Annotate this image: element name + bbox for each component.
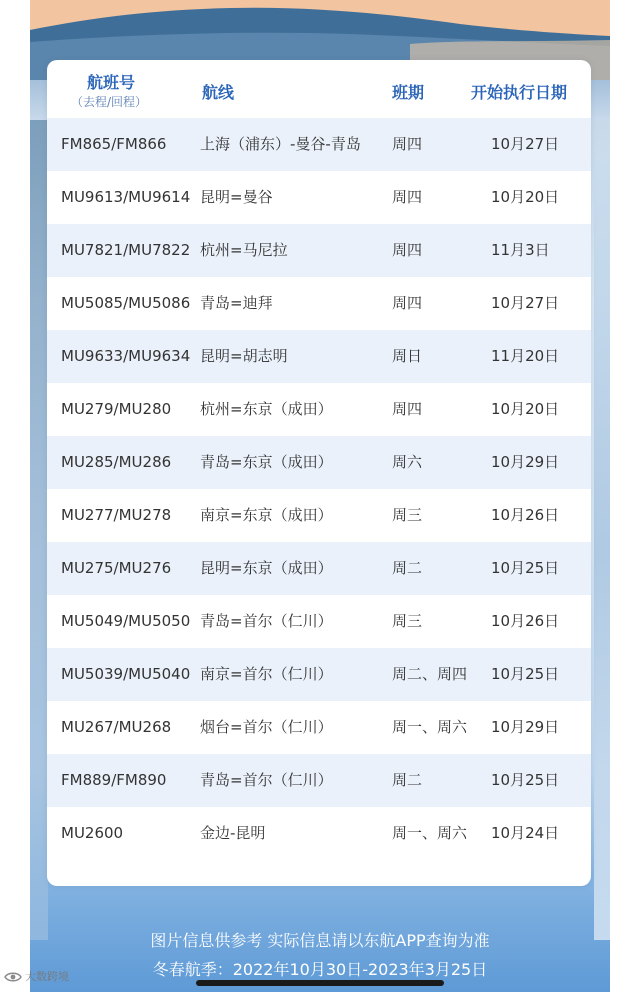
schedule-cell: 周三 — [392, 612, 423, 630]
schedule-cell: 周一、周六 — [392, 824, 468, 842]
route-cell: 杭州=马尼拉 — [200, 241, 288, 259]
start-date-cell: 10月25日 — [491, 559, 560, 577]
eye-logo-icon — [4, 970, 22, 984]
route-cell: 金边-昆明 — [200, 824, 266, 842]
right-tree-shade — [594, 160, 610, 940]
flight-number-cell: MU267/MU268 — [61, 718, 172, 736]
flight-number-cell: MU5049/MU5050 — [61, 612, 191, 630]
header-start-date: 开始执行日期 — [471, 83, 568, 102]
table-row — [47, 171, 591, 224]
header-route: 航线 — [202, 83, 235, 102]
left-tree-shade — [30, 120, 48, 940]
start-date-cell: 10月29日 — [491, 453, 560, 471]
route-cell: 南京=首尔（仁川） — [200, 665, 333, 683]
table-row — [47, 754, 591, 807]
home-indicator[interactable] — [196, 980, 444, 986]
flight-number-cell: MU277/MU278 — [61, 506, 172, 524]
table-row — [47, 330, 591, 383]
header-flight-sub: （去程/回程） — [71, 95, 148, 109]
start-date-cell: 10月25日 — [491, 665, 560, 683]
table-row — [47, 383, 591, 436]
start-date-cell: 10月25日 — [491, 771, 560, 789]
route-cell: 青岛=首尔（仁川） — [200, 771, 333, 789]
flight-number-cell: MU2600 — [61, 824, 124, 842]
schedule-cell: 周四 — [392, 135, 423, 153]
table-row — [47, 595, 591, 648]
schedule-cell: 周四 — [392, 400, 423, 418]
flight-number-cell: FM865/FM866 — [61, 135, 167, 153]
flight-number-cell: MU5085/MU5086 — [61, 294, 191, 312]
route-cell: 昆明=胡志明 — [200, 347, 288, 365]
footer-season: 冬春航季：2022年10月30日-2023年3月25日 — [152, 960, 488, 979]
route-cell: 青岛=东京（成田） — [200, 453, 333, 471]
table-row — [47, 224, 591, 277]
watermark — [4, 968, 69, 984]
schedule-cell: 周四 — [392, 294, 423, 312]
header-flight: 航班号 — [87, 73, 136, 92]
schedule-cell: 周四 — [392, 188, 423, 206]
schedule-cell: 周日 — [392, 347, 423, 365]
watermark-text: 大数跨境 — [25, 970, 69, 983]
table-row — [47, 118, 591, 171]
flight-number-cell: MU9633/MU9634 — [61, 347, 191, 365]
start-date-cell: 11月3日 — [491, 241, 550, 259]
start-date-cell: 11月20日 — [491, 347, 560, 365]
flight-number-cell: MU285/MU286 — [61, 453, 172, 471]
flight-number-cell: MU279/MU280 — [61, 400, 172, 418]
schedule-cell: 周二 — [392, 771, 423, 789]
start-date-cell: 10月26日 — [491, 612, 560, 630]
flight-number-cell: FM889/FM890 — [61, 771, 167, 789]
schedule-cell: 周四 — [392, 241, 423, 259]
table-row — [47, 436, 591, 489]
table-header — [47, 60, 591, 120]
table-body — [47, 118, 591, 860]
table-row — [47, 807, 591, 860]
table-row — [47, 701, 591, 754]
table-row — [47, 489, 591, 542]
schedule-cell: 周二、周四 — [392, 665, 468, 683]
route-cell: 昆明=东京（成田） — [200, 559, 333, 577]
table-row — [47, 542, 591, 595]
flight-number-cell: MU275/MU276 — [61, 559, 172, 577]
route-cell: 上海（浦东）-曼谷-青岛 — [200, 135, 361, 153]
start-date-cell: 10月20日 — [491, 188, 560, 206]
route-cell: 杭州=东京（成田） — [200, 400, 333, 418]
route-cell: 青岛=迪拜 — [200, 294, 273, 312]
route-cell: 烟台=首尔（仁川） — [200, 718, 333, 736]
start-date-cell: 10月27日 — [491, 135, 560, 153]
schedule-cell: 周三 — [392, 506, 423, 524]
start-date-cell: 10月20日 — [491, 400, 560, 418]
start-date-cell: 10月24日 — [491, 824, 560, 842]
route-cell: 南京=东京（成田） — [200, 506, 333, 524]
flight-number-cell: MU9613/MU9614 — [61, 188, 191, 206]
flight-schedule-table — [47, 60, 591, 886]
header-schedule: 班期 — [392, 83, 425, 102]
flight-number-cell: MU7821/MU7822 — [61, 241, 191, 259]
route-cell: 昆明=曼谷 — [200, 188, 273, 206]
start-date-cell: 10月26日 — [491, 506, 560, 524]
start-date-cell: 10月29日 — [491, 718, 560, 736]
footer-note: 图片信息供参考 实际信息请以东航APP查询为准 — [150, 931, 490, 950]
table-row — [47, 648, 591, 701]
start-date-cell: 10月27日 — [491, 294, 560, 312]
flight-number-cell: MU5039/MU5040 — [61, 665, 191, 683]
table-row — [47, 277, 591, 330]
schedule-cell: 周一、周六 — [392, 718, 468, 736]
route-cell: 青岛=首尔（仁川） — [200, 612, 333, 630]
schedule-cell: 周二 — [392, 559, 423, 577]
schedule-cell: 周六 — [392, 453, 423, 471]
